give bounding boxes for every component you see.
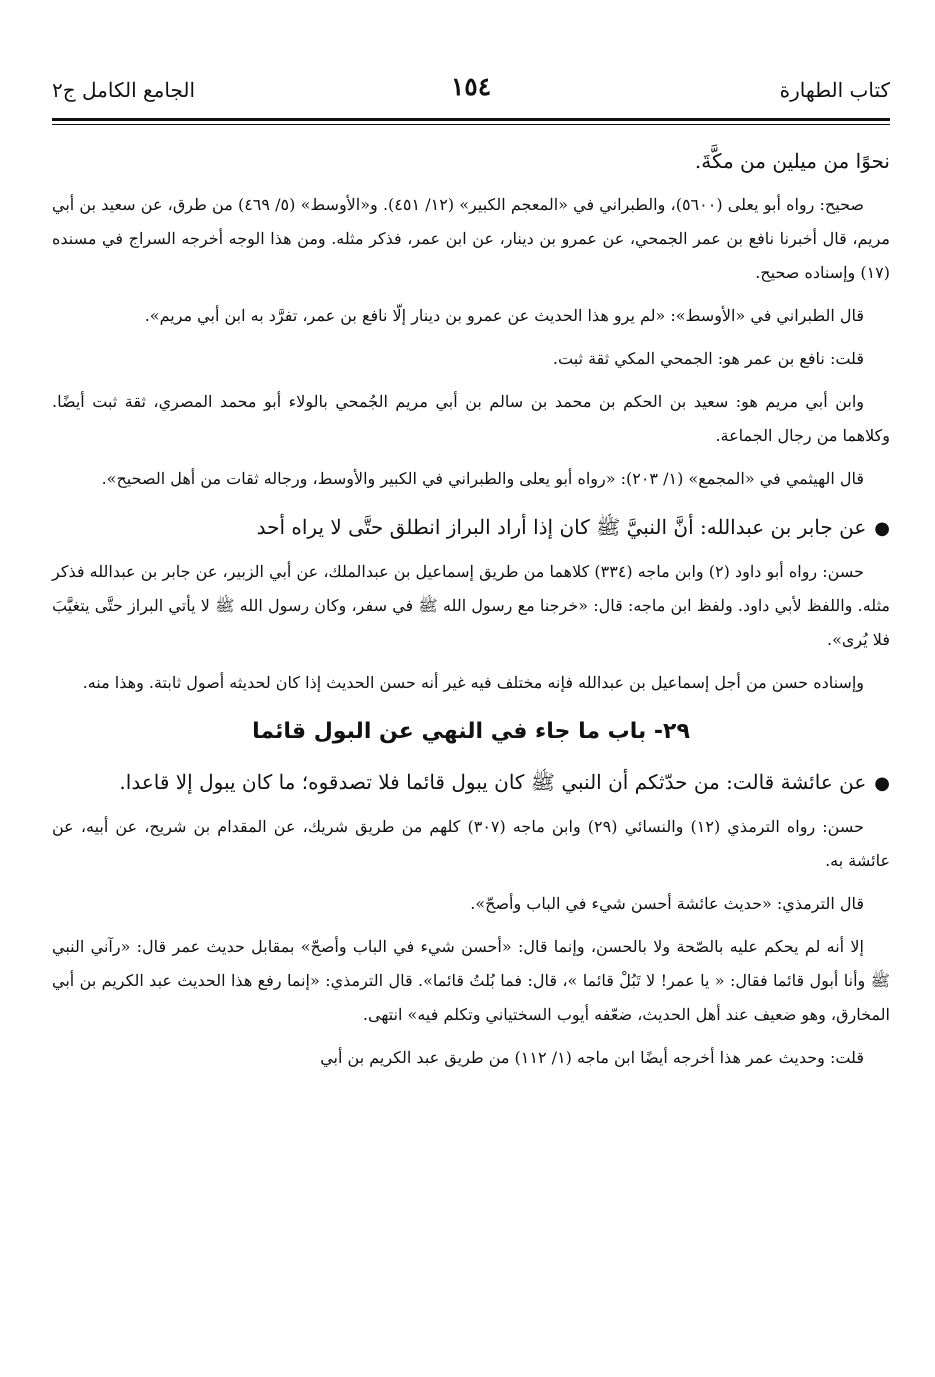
page-number: ١٥٤ xyxy=(450,72,492,101)
commentary-paragraph: وإسناده حسن من أجل إسماعيل بن عبدالله فإنه مختلف فيه غير أنه حسن الحديث إذا كان لحديثه أصول ثابتة. وهذا منه. xyxy=(82,673,864,692)
hadith-body: عن جابر بن عبدالله: أنَّ النبيَّ ﷺ كان إذا أراد البراز انطلق حتَّى لا يراه أحد xyxy=(256,515,867,539)
commentary-paragraph: إلا أنه لم يحكم عليه بالصّحة ولا بالحسن، وإنما قال: «أحسن شيء في الباب وأصحّ» بمقابل حديث عمر قال: «رآني النبي ﷺ وأنا أبول قائما فقال: « يا عمر! لا تَبُلْ قائما »، قال: فما بُلتُ قائما». قال الترمذي: «إنما رفع هذا الحديث عبد الكريم بن أبي المخارق، وهو ضعيف عند أهل الحديث، ضعّفه أيوب السختياني وتكلم فيه» انتهى. xyxy=(52,937,890,1024)
hadith-continuation: نحوًا من ميلين من مكَّةَ. xyxy=(694,149,890,173)
takhrij-paragraph: حسن: رواه الترمذي (١٢) والنسائي (٢٩) وابن ماجه (٣٠٧) كلهم من طريق شريك، عن المقدام بن شريح، عن أبيه، عن عائشة به. xyxy=(52,817,890,870)
bullet-icon: ● xyxy=(874,773,890,794)
takhrij-paragraph: حسن: رواه أبو داود (٢) وابن ماجه (٣٣٤) كلاهما من طريق إسماعيل بن عبدالملك، عن أبي الزبير، عن جابر بن عبدالله فذكر مثله. واللفظ لأبي داود. ولفظ ابن ماجه: قال: «خرجنا مع رسول الله ﷺ في سفر، وكان رسول الله ﷺ لا يأتي البراز حتَّى يتغيَّبَ فلا يُرى». xyxy=(52,562,890,649)
header-rule-thick xyxy=(52,118,890,121)
book-page xyxy=(52,0,890,1377)
hadith-body: عن عائشة قالت: من حدّثكم أن النبي ﷺ كان يبول قائما فلا تصدقوه؛ ما كان يبول إلا قاعدا. xyxy=(119,770,867,794)
commentary-paragraph: قلت: نافع بن عمر هو: الجمحي المكي ثقة ثبت. xyxy=(552,349,864,368)
running-header xyxy=(52,72,890,112)
header-rule-thin xyxy=(52,124,890,125)
hadith-text xyxy=(52,760,890,806)
page-body xyxy=(52,140,890,1084)
commentary-paragraph: قال الطبراني في «الأوسط»: «لم يرو هذا الحديث عن عمرو بن دينار إلّا نافع بن عمر، تفرَّد به ابن أبي مريم». xyxy=(144,306,864,325)
commentary-paragraph: قلت: وحديث عمر هذا أخرجه أيضًا ابن ماجه (١/ ١١٢) من طريق عبد الكريم بن أبي xyxy=(320,1048,864,1067)
book-running-title: الجامع الكامل ج٢ xyxy=(52,78,196,102)
commentary-paragraph: قال الهيثمي في «المجمع» (١/ ٢٠٣): «رواه أبو يعلى والطبراني في الكبير والأوسط، ورجاله ثقات من أهل الصحيح». xyxy=(101,469,864,488)
commentary-paragraph: قال الترمذي: «حديث عائشة أحسن شيء في الباب وأصحّ». xyxy=(470,894,864,913)
chapter-running-title: كتاب الطهارة xyxy=(779,78,890,102)
chapter-heading: ٢٩- باب ما جاء في النهي عن البول قائما xyxy=(252,719,690,744)
takhrij-paragraph: صحيح: رواه أبو يعلى (٥٦٠٠)، والطبراني في «المعجم الكبير» (١٢/ ٤٥١). و«الأوسط» (٥/ ٤٦٩) من طرق، عن سعيد بن أبي مريم، قال أخبرنا نافع بن عمر الجمحي، عن عمرو بن دينار، عن ابن عمر، فذكر مثله. ومن هذا الوجه أخرجه السراج في مسنده (١٧) وإسناده صحيح. xyxy=(52,195,891,282)
bullet-icon: ● xyxy=(874,518,890,539)
hadith-text xyxy=(52,505,890,551)
commentary-paragraph: وابن أبي مريم هو: سعيد بن الحكم بن محمد بن سالم بن أبي مريم الجُمحي بالولاء أبو محمد المصري، ثقة ثبت أيضًا. وكلاهما من رجال الجماعة. xyxy=(52,392,890,445)
